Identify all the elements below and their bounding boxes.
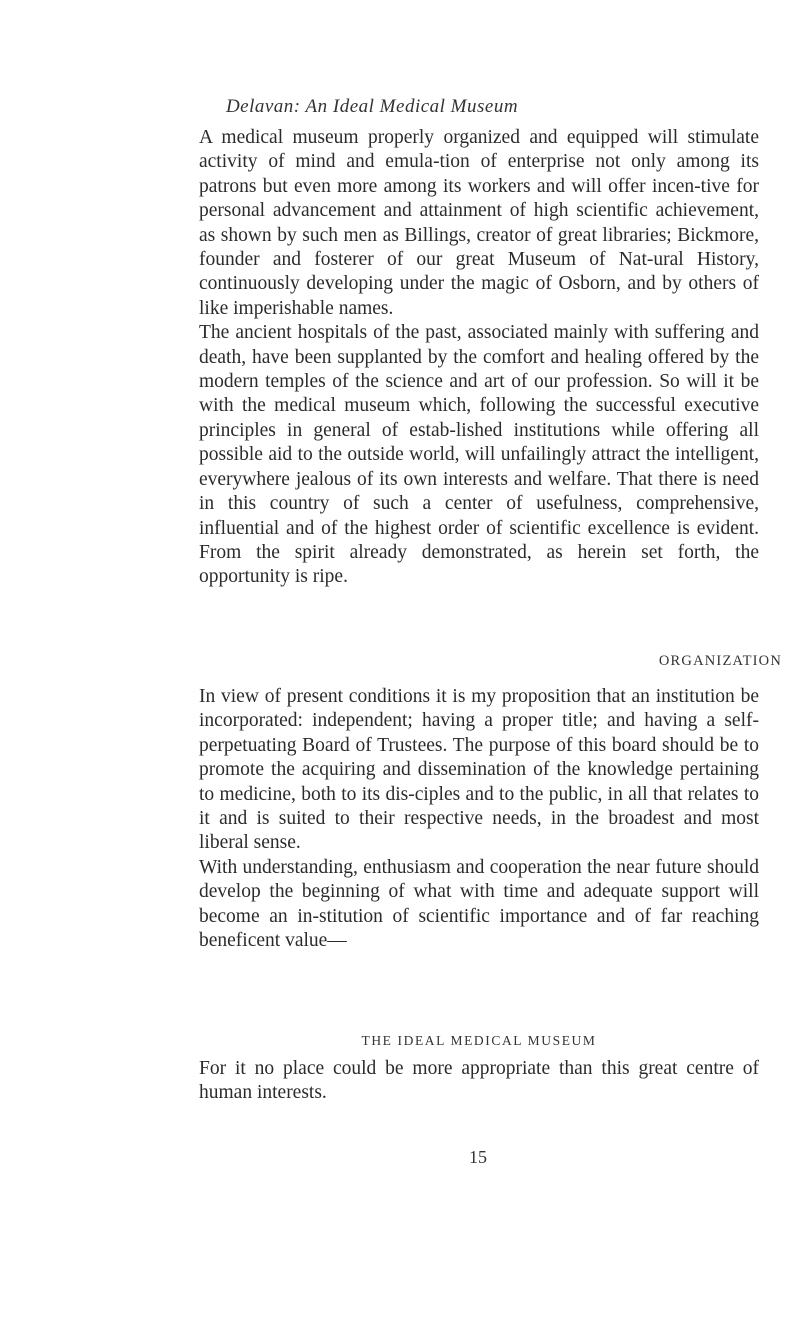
running-head: Delavan: An Ideal Medical Museum xyxy=(225,96,519,117)
paragraph-museum-stimulus: A medical museum properly organized and equipped will stimulate activity of mind and emula-tion of enterprise not only among its patrons but even more among its workers and will offer incen-tive for personal advancement and attainment of high scientific achievement, as shown by such men as Billings, creator of great libraries; Bickmore, founder and fosterer of our great Museum of Nat-ural History, continuously developing under the magic of Osborn, and by others of like imperishable names. xyxy=(199,127,759,319)
text-block-closing xyxy=(199,1057,759,1106)
paragraph-proposition: In view of present conditions it is my proposition that an institution be incorporated: independent; having a proper title; and having a self-perpetuating Board of Trustees. The purpose of this board should be to promote the acquiring and dissemination of the knowledge pertaining to medicine, both to its dis-ciples and to the public, in all that relates to it and is suited to their respective needs, in the broadest and most liberal sense. xyxy=(199,686,759,854)
centered-heading-ideal-museum: THE IDEAL MEDICAL MUSEUM xyxy=(361,1033,597,1048)
section-heading-organization: ORGANIZATION xyxy=(658,653,782,669)
text-block-organization xyxy=(199,685,759,953)
paragraph-ancient-hospitals: The ancient hospitals of the past, associated mainly with suffering and death, have been supplanted by the comfort and healing offered by the modern temples of the science and art of our profession. So will it be with the medical museum which, following the successful executive principles in general of estab-lished institutions while offering all possible aid to the outside world, will unfailingly attract the intelligent, everywhere jealous of its own interests and welfare. That there is need in this country of such a center of usefulness, comprehensive, influential and of the highest order of scientific excellence is evident. From the spirit already demonstrated, as herein set forth, the opportunity is ripe. xyxy=(199,322,759,588)
text-block-intro xyxy=(199,126,759,590)
page-number: 15 xyxy=(469,1147,487,1167)
paragraph-great-centre: For it no place could be more appropriate than this great centre of human interests. xyxy=(199,1058,759,1104)
paragraph-understanding: With understanding, enthusiasm and cooperation the near future should develop the beginning of what with time and adequate support will become an in-stitution of scientific importance and of far reaching beneficent value— xyxy=(199,856,759,952)
